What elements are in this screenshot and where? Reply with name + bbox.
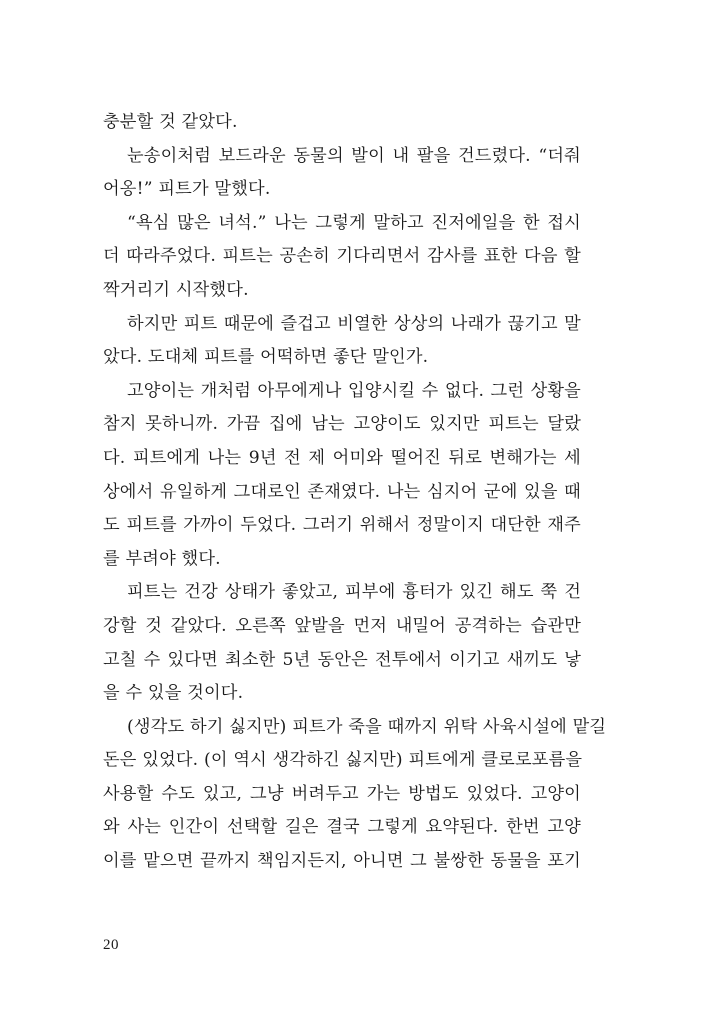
text-line: 강할 것 같았다. 오른쪽 앞발을 먼저 내밀어 공격하는 습관만 — [103, 615, 581, 636]
text-line: 다. 피트에게 나는 9년 전 제 어미와 떨어진 뒤로 변해가는 세 — [103, 447, 581, 468]
text-line: 았다. 도대체 피트를 어떡하면 좋단 말인가. — [103, 347, 429, 368]
text-line: 상에서 유일하게 그대로인 존재였다. 나는 심지어 군에 있을 때 — [103, 481, 581, 502]
text-line: 와 사는 인간이 선택할 길은 결국 그렇게 요약된다. 한번 고양 — [103, 817, 581, 838]
text-line: 어옹!” 피트가 말했다. — [103, 179, 271, 200]
text-line: 이를 맡으면 끝까지 책임지든지, 아니면 그 불쌍한 동물을 포기 — [103, 851, 581, 872]
text-line: (생각도 하기 싫지만) 피트가 죽을 때까지 위탁 사육시설에 맡길 — [127, 716, 607, 737]
text-line: 사용할 수도 있고, 그냥 버려두고 가는 방법도 있었다. 고양이 — [103, 783, 581, 804]
text-line: 짝거리기 시작했다. — [103, 279, 249, 300]
text-line: 를 부려야 했다. — [103, 548, 221, 569]
text-line: 눈송이처럼 보드라운 동물의 발이 내 팔을 건드렸다. “더줘 — [127, 145, 581, 166]
text-line: 고칠 수 있다면 최소한 5년 동안은 전투에서 이기고 새끼도 낳 — [103, 649, 581, 670]
text-line: 돈은 있었다. (이 역시 생각하긴 싫지만) 피트에게 클로로포름을 — [103, 750, 583, 771]
text-line: 충분할 것 같았다. — [103, 112, 238, 132]
text-line: “욕심 많은 녀석.” 나는 그렇게 말하고 진저에일을 한 접시 — [127, 212, 581, 233]
text-line: 피트는 건강 상태가 좋았고, 피부에 흉터가 있긴 해도 쭉 건 — [127, 582, 581, 603]
text-line: 더 따라주었다. 피트는 공손히 기다리면서 감사를 표한 다음 할 — [103, 246, 581, 267]
page-number: 20 — [103, 937, 119, 953]
text-line: 을 수 있을 것이다. — [103, 683, 244, 704]
body-text — [103, 106, 607, 879]
text-line: 하지만 피트 때문에 즐겁고 비열한 상상의 나래가 끊기고 말 — [127, 313, 581, 334]
text-line: 고양이는 개처럼 아무에게나 입양시킬 수 없다. 그런 상황을 — [127, 380, 581, 401]
text-line: 참지 못하니까. 가끔 집에 남는 고양이도 있지만 피트는 달랐 — [103, 414, 581, 435]
text-line: 도 피트를 가까이 두었다. 그러기 위해서 정말이지 대단한 재주 — [103, 515, 581, 536]
